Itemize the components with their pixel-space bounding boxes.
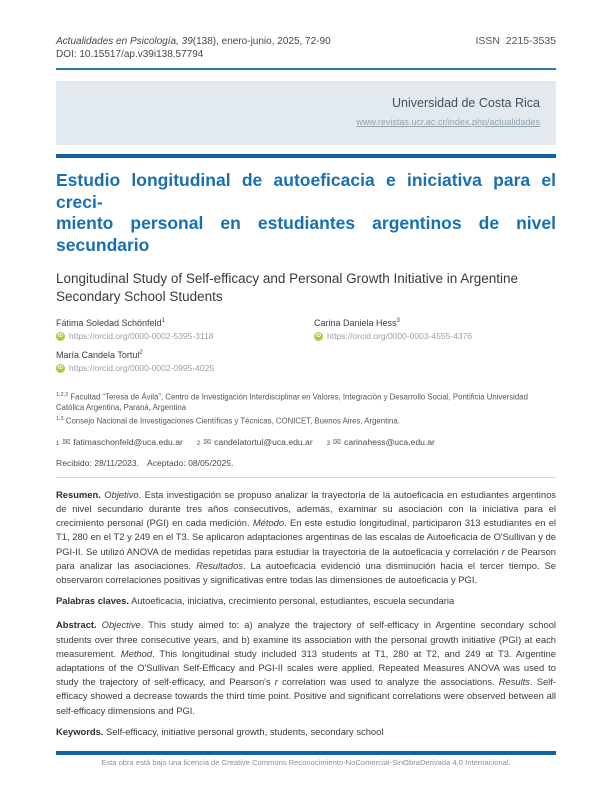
citation-rest: (138), enero-junio, 2025, 72-90 — [192, 36, 331, 47]
author-entry-2 — [56, 350, 314, 373]
header-rule — [56, 68, 556, 70]
resumen-objetivo: Objetivo — [104, 488, 139, 500]
email-item-1 — [56, 437, 183, 448]
author-name-text: Fátima Soledad Schönfeld — [56, 318, 162, 328]
email-sup: 1 — [56, 440, 60, 447]
palabras-label: Palabras claves. — [56, 595, 129, 607]
resumen-resultados: Resultados — [196, 559, 243, 571]
email-link[interactable]: carinahess@uca.edu.ar — [344, 436, 435, 447]
abstract-objective: Objective — [101, 619, 141, 631]
orcid-row — [314, 331, 556, 341]
author-name — [314, 318, 556, 328]
dates-line — [56, 458, 556, 468]
accepted-date: Aceptado: 08/05/2025. — [146, 457, 234, 468]
resumen-paragraph: Resumen. Objetivo. Esta investigación se propuso analizar la trayectoria de la autoeficacia en estudiantes argentinos de nivel secundario durante tres años consecutivos, además, examinar su asociación con la iniciativa para el crecimiento personal (PGI) en cada medición. Método. En este estudio longitudinal, participaron 313 estudiantes en el T1, 280 en el T2 y 249 en el T3. Se aplicaron adaptaciones argentinas de las escalas de Autoeficacia de O'Sullivan y de PGI-II. Se utilizó ANOVA de medidas repetidas para estudiar la trayectoria de la autoeficacia y correlación r de Pearson para analizar las asociaciones. Resultados. La autoeficacia evidenció una disminución hacia el tercer tiempo. Se observaron correlaciones positivas y significativas entre todas las dimensiones de autoeficacia y PGI. — [56, 488, 556, 585]
university-banner — [56, 81, 556, 145]
author-entry-1 — [56, 318, 314, 341]
orcid-icon: iD — [58, 364, 63, 371]
orcid-icon: iD — [316, 332, 321, 339]
affiliation-sup: 1,3 — [56, 415, 64, 422]
abstract-label: Abstract. — [56, 619, 97, 631]
resumen-metodo: Método — [252, 517, 285, 529]
author-name-text: Carina Daniela Hess — [314, 318, 397, 328]
email-link[interactable]: candelatortul@uca.edu.ar — [214, 436, 313, 447]
affiliation-sup: 1,2,3 — [56, 392, 69, 398]
palabras-claves-line: Palabras claves. Autoeficacia, iniciativa, crecimiento personal, estudiantes, escuela secundaria — [56, 595, 455, 607]
affiliation-line-2 — [56, 414, 556, 427]
page-content — [56, 0, 556, 755]
bottom-blue-bar — [56, 751, 556, 755]
abstract-results: Results — [498, 676, 530, 688]
keywords-line: Keywords. Self-efficacy, initiative personal growth, students, secondary school — [56, 725, 384, 737]
orcid-row — [56, 331, 314, 341]
author-name — [56, 318, 314, 328]
title-spanish-line1: Estudio longitudinal de autoeficacia e iniciativa para el creci- — [56, 170, 556, 212]
author-name — [56, 350, 314, 360]
journal-header — [56, 35, 556, 61]
envelope-icon: ✉ — [203, 436, 212, 448]
author-entry-3 — [314, 318, 556, 341]
university-name: Universidad de Costa Rica — [392, 96, 540, 110]
affiliations-block — [56, 390, 556, 427]
resumen-r: r — [501, 545, 505, 557]
keywords-label: Keywords. — [56, 725, 104, 737]
emails-row — [56, 437, 556, 448]
orcid-link[interactable]: https://orcid.org/0000-0002-0995-4025 — [69, 363, 215, 373]
envelope-icon: ✉ — [62, 436, 71, 448]
resumen-label: Resumen. — [56, 488, 101, 500]
top-blue-bar — [56, 154, 556, 158]
received-date: Recibido: 28/11/2023. — [56, 457, 139, 468]
orcid-link[interactable]: https://orcid.org/0000-0003-4555-4376 — [327, 331, 473, 341]
abstract-paragraph: Abstract. Objective. This study aimed to: a) analyze the trajectory of self-efficacy in Argentine secondary school students over three consecutive years, and b) examine its association with the personal growth initiative (PGI) at each measurement. Method. This longitudinal study included 313 students at T1, 280 at T2, and 249 at T3. Argentine adaptations of the O'Sullivan Self-Efficacy and PGI-II scales were applied. Repeated Measures ANOVA was used to study the trajectory of self-efficacy, and Pearson's r correlation was used to analyze the associations. Results. Self-efficacy showed a decrease towards the third time point. Positive and significant correlations were observed between all self-efficacy dimensions and PGI. — [56, 619, 556, 716]
authors-block — [56, 318, 556, 373]
affiliation-line-1 — [56, 390, 556, 414]
affiliation-text: Consejo Nacional de Investigaciones Científicas y Técnicas, CONICET, Buenos Aires, Argentina. — [65, 416, 400, 426]
issn-label: ISSN 2215-3535 — [475, 35, 556, 47]
abstract-r: r — [274, 676, 278, 688]
email-link[interactable]: fatimaschonfeld@uca.edu.ar — [73, 436, 183, 447]
journal-url-link[interactable]: www.revistas.ucr.ac.cr/index.php/actualidades — [356, 117, 540, 127]
envelope-icon: ✉ — [333, 436, 342, 448]
journal-name: Actualidades en Psicología, 39 — [56, 36, 193, 47]
orcid-link[interactable]: https://orcid.org/0000-0002-5395-3118 — [69, 331, 214, 341]
email-sup: 3 — [326, 440, 331, 447]
author-affil-sup: 1 — [161, 318, 165, 324]
orcid-icon: iD — [58, 332, 63, 339]
title-spanish — [56, 170, 556, 256]
author-affil-sup: 3 — [396, 318, 400, 324]
author-affil-sup: 2 — [139, 350, 143, 356]
email-item-2 — [197, 437, 313, 448]
journal-citation — [56, 35, 331, 48]
abstract-method: Method — [120, 647, 153, 659]
doi-line: DOI: 10.15517/ap.v39i138.57794 — [56, 49, 204, 60]
journal-citation-block — [56, 35, 331, 61]
email-item-3 — [327, 437, 435, 448]
author-name-text: María Candela Tortul — [56, 350, 140, 360]
title-english: Longitudinal Study of Self-efficacy and Personal Growth Initiative in Argentine Secondary School Students — [56, 271, 519, 304]
title-spanish-line2: miento personal en estudiantes argentinos de nivel secundario — [56, 213, 556, 255]
orcid-row — [56, 363, 314, 373]
license-footer: Esta obra está bajo una licencia de Creative Commons Reconocimiento-NoComercial-SinObraDerivada 4.0 Internacional. — [101, 758, 511, 767]
abstract-divider — [56, 477, 556, 478]
email-sup: 2 — [196, 440, 201, 447]
affiliation-text: Facultad “Teresa de Ávila”, Centro de Investigación Interdisciplinar en Valores, Integración y Desarrollo Social, Pontificia Universidad Católica Argentina, Paraná, Argentina — [56, 392, 528, 413]
